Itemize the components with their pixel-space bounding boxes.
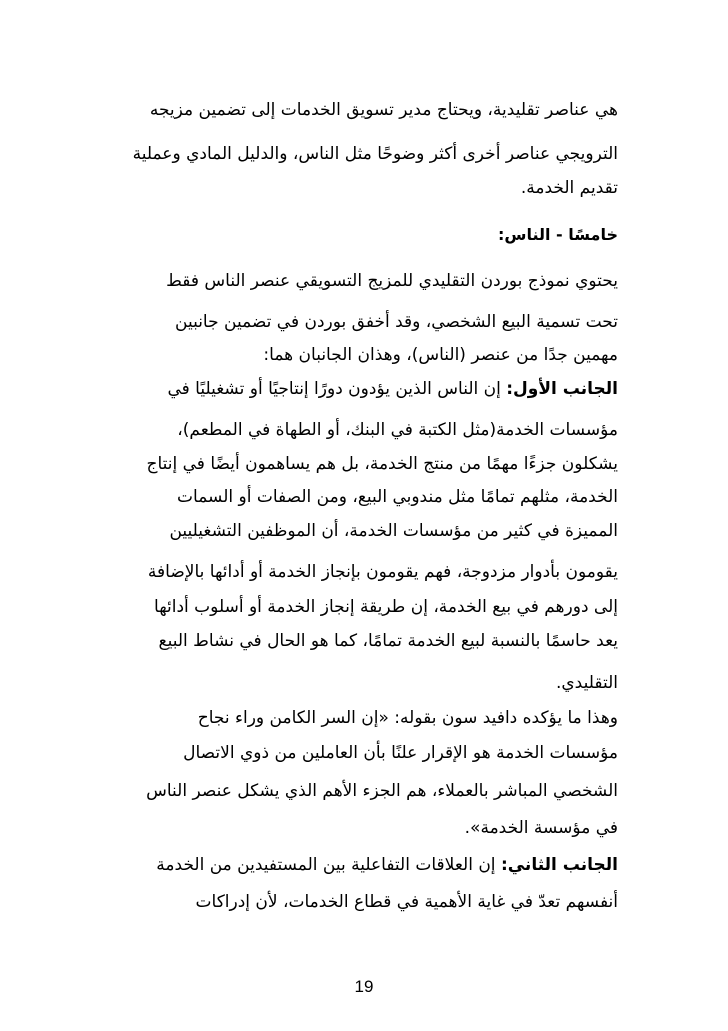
text-line-continuation: إن العلاقات التفاعلية بين المستفيدين من الخدمة: [156, 855, 501, 875]
text-line: في مؤسسة الخدمة».: [464, 818, 618, 838]
text-line: أنفسهم تعدّ في غاية الأهمية في قطاع الخدمات، لأن إدراكات: [195, 892, 618, 912]
page-number: 19: [354, 977, 374, 996]
text-line: الترويجي عناصر أخرى أكثر وضوحًا مثل الناس، والدليل المادي وعملية: [132, 144, 618, 164]
text-line: تقديم الخدمة.: [520, 178, 618, 198]
text-line: [156, 848, 618, 882]
text-line-continuation: إن الناس الذين يؤدون دورًا إنتاجيًا أو تشغيليًا في: [167, 379, 507, 399]
text-line: هي عناصر تقليدية، ويحتاج مدير تسويق الخدمات إلى تضمين مزيجه: [149, 100, 618, 120]
text-line: مهمين جدًا من عنصر (الناس)، وهذان الجانبان هما:: [263, 345, 618, 365]
text-line: الخدمة، مثلهم تمامًا مثل مندوبي البيع، ومن الصفات أو السمات: [177, 487, 618, 507]
text-line: تحت تسمية البيع الشخصي، وقد أخفق بوردن في تضمين جانبين: [175, 312, 618, 332]
text-line: إلى دورهم في بيع الخدمة، إن طريقة إنجاز الخدمة أو أسلوب أدائها: [154, 597, 618, 617]
text-line: [167, 372, 618, 406]
text-line: التقليدي.: [555, 673, 618, 693]
text-line: المميزة في كثير من مؤسسات الخدمة، أن الموظفين التشغيليين: [169, 521, 618, 541]
text-line: وهذا ما يؤكده دافيد سون بقوله: «إن السر الكامن وراء نجاح: [197, 708, 618, 728]
text-line: يقومون بأدوار مزدوجة، فهم يقومون بإنجاز الخدمة أو أدائها بالإضافة: [147, 562, 618, 582]
text-line: يشكلون جزءًا مهمًا من منتج الخدمة، بل هم يساهمون أيضًا في إنتاج: [146, 454, 618, 474]
section-heading: خامسًا - الناس:: [497, 225, 618, 244]
text-line: مؤسسات الخدمة هو الإقرار علنًا بأن العاملين من ذوي الاتصال: [183, 743, 618, 763]
text-line: مؤسسات الخدمة(مثل الكتبة في البنك، أو الطهاة في المطعم)،: [177, 420, 618, 440]
text-line: يحتوي نموذج بوردن التقليدي للمزيج التسويقي عنصر الناس فقط: [166, 271, 618, 291]
text-line: يعد حاسمًا بالنسبة لبيع الخدمة تمامًا، كما هو الحال في نشاط البيع: [158, 631, 618, 651]
subheading-second-aspect: الجانب الثاني:: [500, 855, 618, 875]
subheading-first-aspect: الجانب الأول:: [506, 379, 618, 399]
text-line: الشخصي المباشر بالعملاء، هم الجزء الأهم الذي يشكل عنصر الناس: [146, 781, 618, 801]
